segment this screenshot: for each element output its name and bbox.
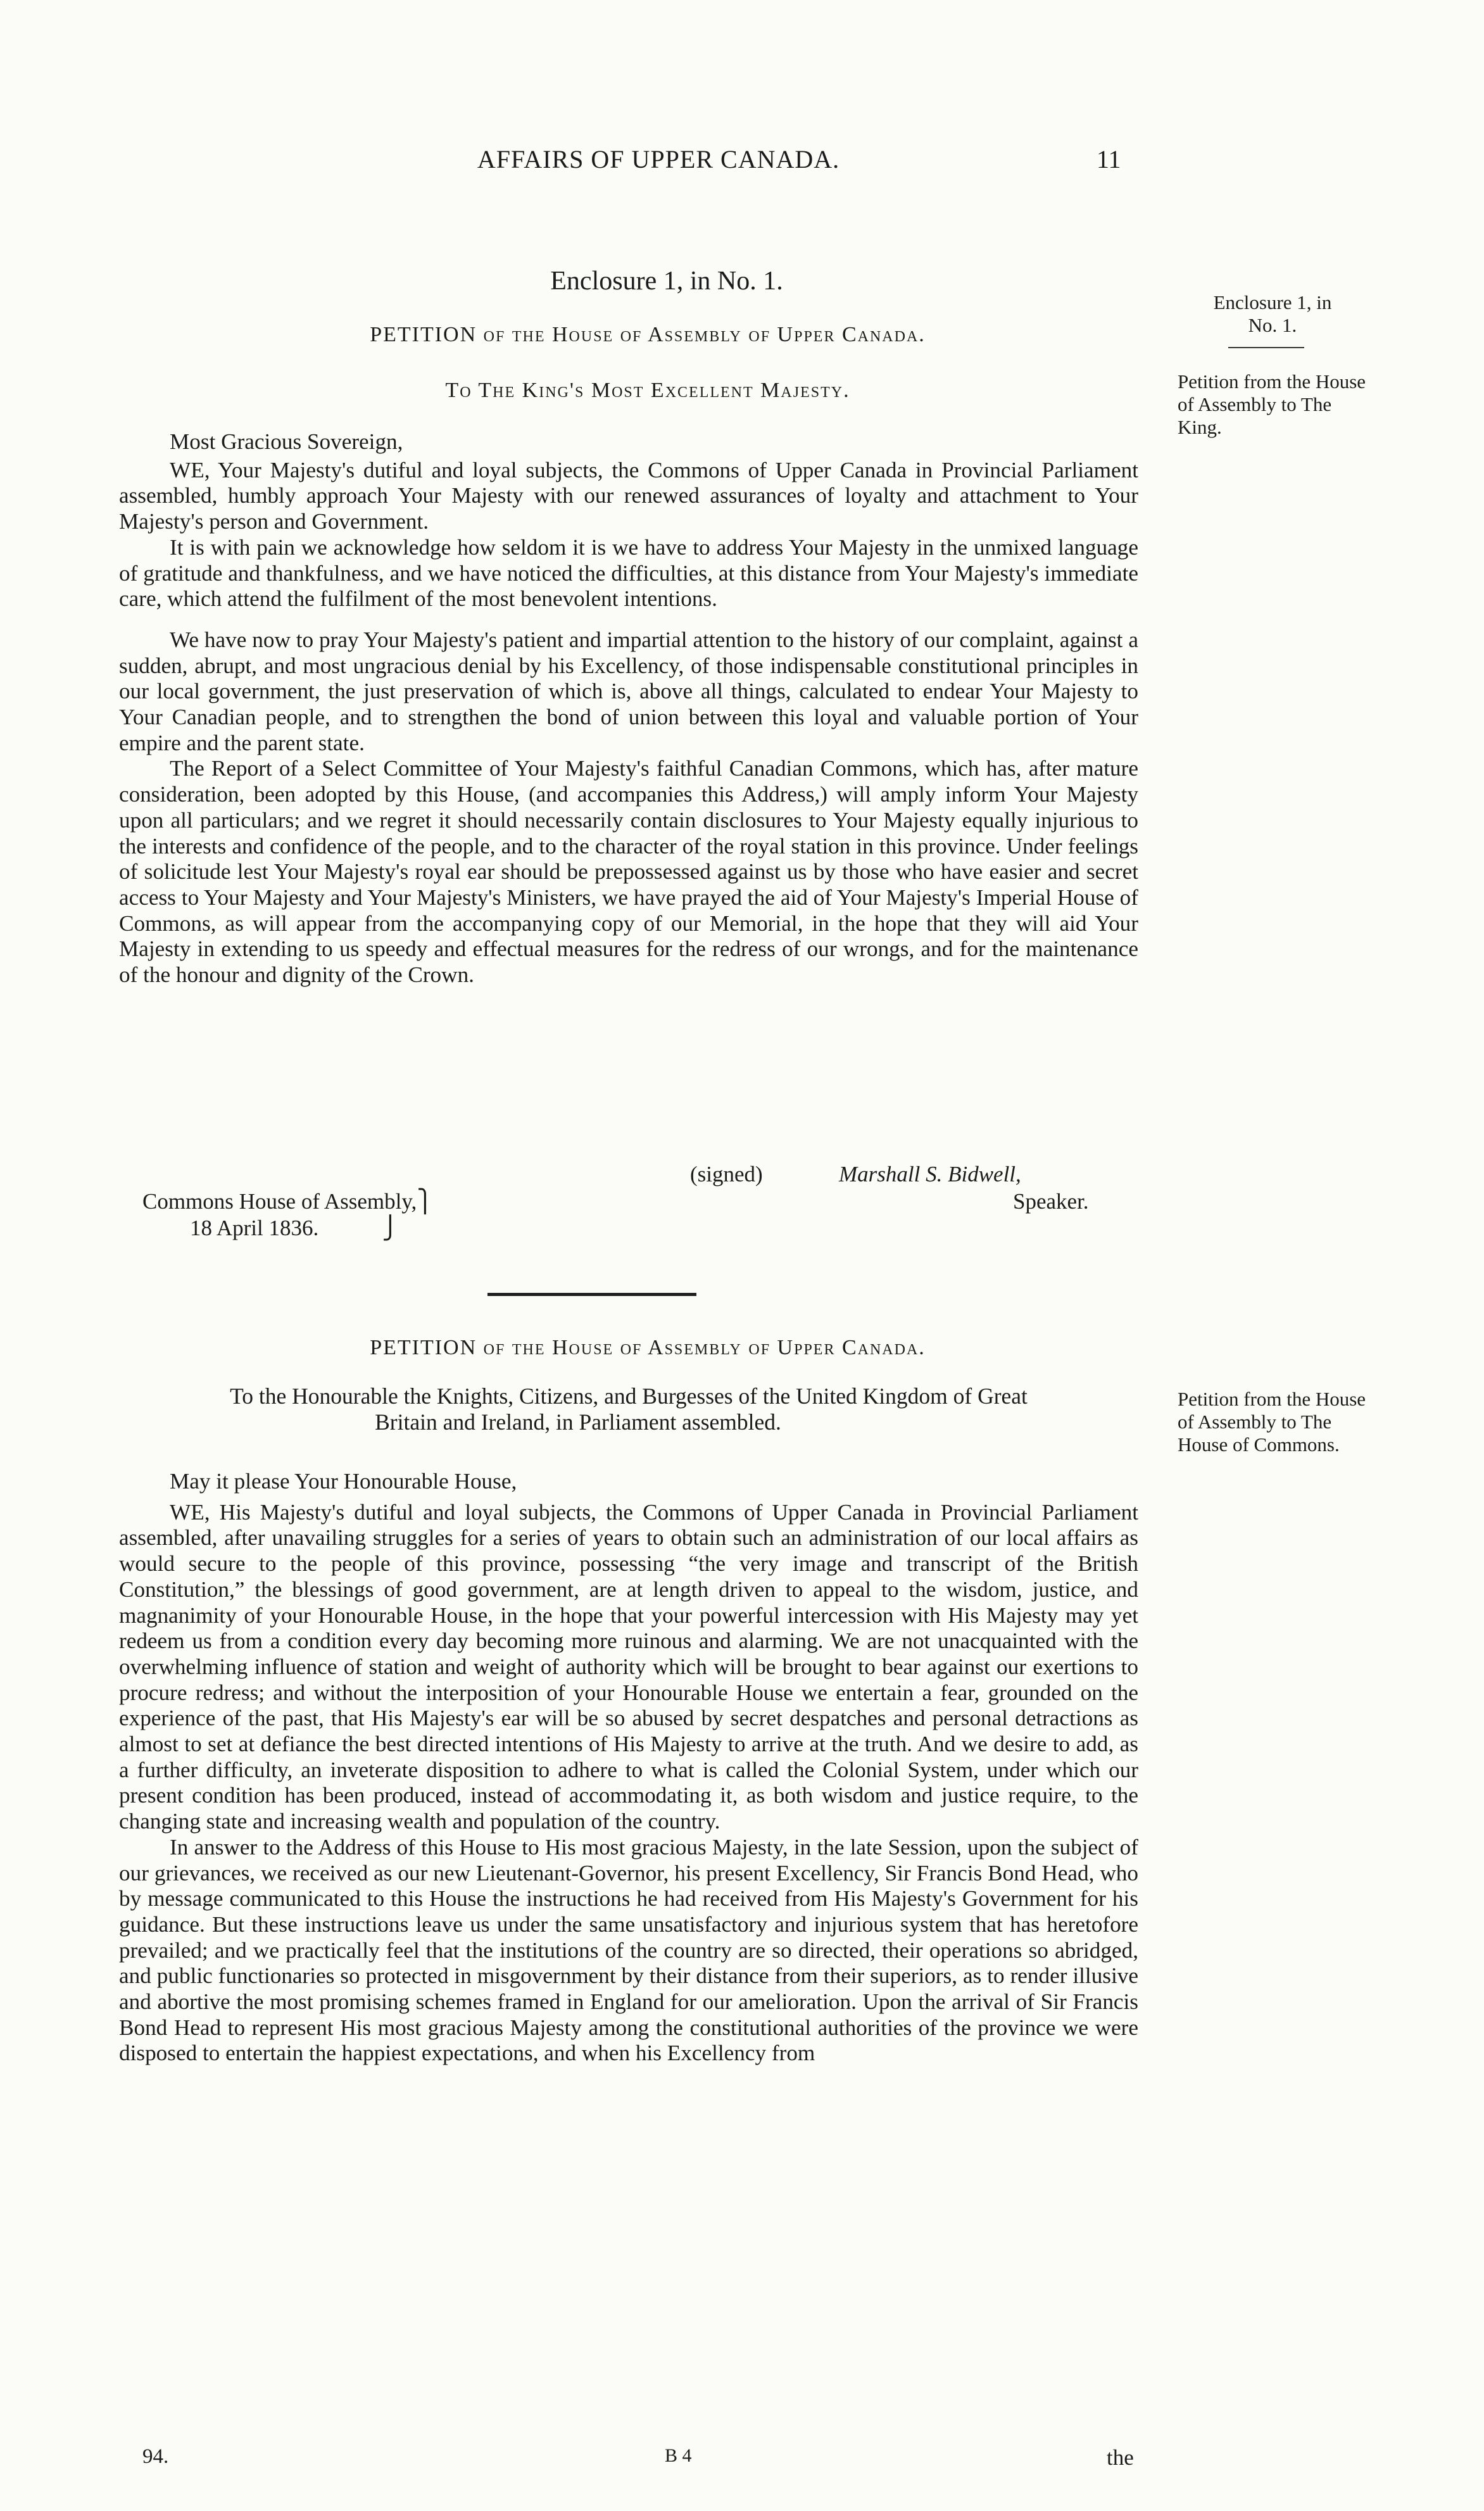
margin-note-enclosure-line1: Enclosure 1, in <box>1213 291 1332 313</box>
petition1-body <box>119 429 1138 988</box>
brace-bottom: ⎭ <box>382 1216 399 1240</box>
margin-note-enclosure <box>1178 291 1368 337</box>
petition2-title: PETITION of the House of Assembly of Upper Canada. <box>370 1336 926 1359</box>
margin-note-rule <box>1228 347 1304 348</box>
margin-note-enclosure-line2: No. 1. <box>1248 314 1297 336</box>
margin-note-petition-king: Petition from the House of Assembly to The King. <box>1178 370 1366 438</box>
date: 18 April 1836. <box>190 1216 319 1240</box>
salutation: Most Gracious Sovereign, <box>170 429 403 454</box>
enclosure-heading-block <box>119 266 1138 296</box>
place-line <box>142 1189 434 1214</box>
paragraph: We have now to pray Your Majesty's patient and impartial attention to the history of our complaint, against a sudden, abrupt, and most ungracious denial by his Excellency, of those indispensable constitutional principles in our local government, the just preservation of which is, above all things, calculated to endear Your Majesty to Your Canadian people, and to strengthen the bond of union between this loyal and valuable portion of Your empire and the parent state. <box>119 627 1138 755</box>
section-divider <box>487 1293 696 1296</box>
paragraph: It is with pain we acknowledge how seldom it is we have to address Your Majesty in the unmixed language of gratitude and thankfulness, and we have noticed the difficulties, at this distance from Your Majesty's immediate care, which attend the fulfilment of the most benevolent intentions. <box>119 534 1138 612</box>
enclosure-heading: Enclosure 1, in No. 1. <box>550 267 783 296</box>
petition1-title-block <box>119 323 1138 347</box>
signatory-title: Speaker. <box>1013 1189 1089 1214</box>
petition2-address-line1: To the Honourable the Knights, Citizens, and Burgesses of the United Kingdom of Great <box>230 1383 1028 1409</box>
paragraph: The Report of a Select Committee of Your Majesty's faithful Canadian Commons, which has, after mature consideration, been adopted by this House, (and accompanies this Address,) will amply inform Your Majesty upon all particulars; and we regret it should necessarily contain disclosures to Your Majesty equally injurious to the interests and confidence of the people, and to the character of the royal station in this province. Under feelings of solicitude lest Your Majesty's royal ear should be prepossessed against us by those who have easier and secret access to Your Majesty and Your Majesty's Ministers, we have prayed the aid of Your Majesty's Imperial House of Commons, as will appear from the accompanying copy of our Memorial, in the hope that they will aid Your Majesty in extending to us speedy and effectual measures for the redress of our wrongs, and for the maintenance of the honour and dignity of the Crown. <box>119 756 1138 988</box>
salutation: May it please Your Honourable House, <box>170 1469 517 1494</box>
date-line <box>190 1216 398 1241</box>
petition2-address-line2: Britain and Ireland, in Parliament assembled. <box>375 1409 781 1435</box>
petition2-title-block <box>119 1336 1138 1360</box>
running-title: AFFAIRS OF UPPER CANADA. <box>477 145 840 173</box>
place: Commons House of Assembly, <box>142 1189 417 1214</box>
petition2-address-block <box>119 1383 1138 1435</box>
paragraph: WE, His Majesty's dutiful and loyal subjects, the Commons of Upper Canada in Provincial Parliament assembled, after unavailing struggles for a series of years to obtain such an administration of our local affairs as would secure to the people of this province, possessing “the very image and transcript of the British Constitution,” the blessings of good government, are at length driven to appeal to the wisdom, justice, and magnanimity of your Honourable House, in the hope that your powerful intercession with His Majesty may yet redeem us from a condition every day becoming more ruinous and alarming. We are not unacquainted with the overwhelming influence of station and weight of authority which will be brought to bear against our exertions to procure redress; and without the interposition of your Honourable House we entertain a fear, grounded on the experience of the past, that His Majesty's ear will be so abused by secret despatches and personal detractions as almost to set at defiance the best directed intentions of His Majesty to arrive at the truth. And we desire to add, as a further difficulty, an inveterate disposition to adhere to what is called the Colonial System, under which our present condition has been produced, instead of accommodating it, as both wisdom and justice require, to the changing state and increasing wealth and population of the country. <box>119 1499 1138 1834</box>
signatory: Marshall S. Bidwell, <box>839 1162 1021 1186</box>
page-number: 11 <box>1097 145 1121 173</box>
petition2-body <box>119 1469 1138 2067</box>
petition1-title: PETITION of the House of Assembly of Upper Canada. <box>370 323 926 346</box>
footer-number: 94. <box>142 2445 169 2468</box>
brace-top: ⎫ <box>417 1189 434 1214</box>
paragraph: In answer to the Address of this House to His most gracious Majesty, in the late Session, upon the subject of our grievances, we received as our new Lieutenant-Governor, his present Excellency, Sir Francis Bond Head, who by message communicated to this House the instructions he had received from His Majesty's Government for his guidance. But these instructions leave us under the same unsatisfactory and injurious system that has heretofore prevailed; and we practically feel that the institutions of the country are so directed, their operations so abridged, and public functionaries so protected in misgovernment by their distance from their superiors, as to render illusive and abortive the most promising schemes framed in England for our amelioration. Upon the arrival of Sir Francis Bond Head to represent His most gracious Majesty among the constitutional authorities of the province we were disposed to entertain the happiest expectations, and when his Excellency from <box>119 1834 1138 2066</box>
margin-note-petition-commons: Petition from the House of Assembly to The House of Commons. <box>1178 1388 1366 1456</box>
paragraph: WE, Your Majesty's dutiful and loyal subjects, the Commons of Upper Canada in Provincial Parliament assembled, humbly approach Your Majesty with our renewed assurances of loyalty and attachment to Your Majesty's person and Government. <box>119 457 1138 534</box>
petition1-address-block <box>119 379 1138 403</box>
catchword: the <box>1107 2445 1134 2470</box>
signature-mark: B 4 <box>665 2445 692 2466</box>
signed-label: (signed) <box>690 1162 763 1186</box>
petition1-address: To The King's Most Excellent Majesty. <box>445 379 850 402</box>
